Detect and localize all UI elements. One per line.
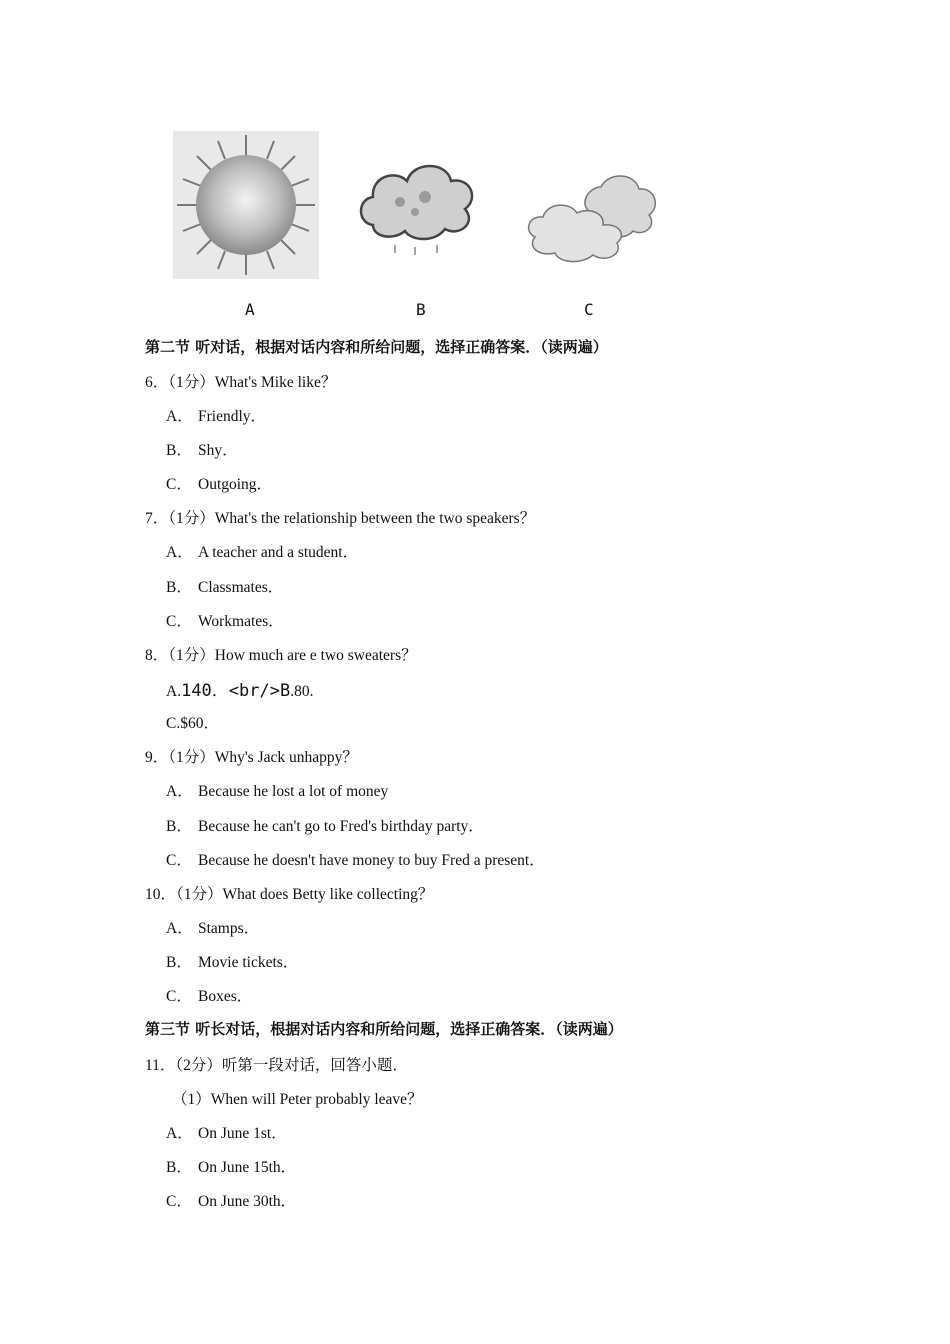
sun-icon	[173, 131, 319, 279]
option-text: On June 30th．	[198, 1193, 297, 1210]
question-11-option-a[interactable]	[166, 1121, 287, 1143]
option-letter: A．	[166, 408, 193, 425]
section-2-heading: 第二节 听对话，根据对话内容和所给问题，选择正确答案．（读两遍）	[145, 338, 608, 356]
cloudy-icon	[523, 167, 663, 277]
question-11-sub-1: （1）When will Peter probably leave？	[172, 1091, 423, 1108]
option-letter: A．	[166, 1125, 193, 1142]
figure-a-label: A	[245, 300, 255, 319]
question-6-stem: 6．（1分）What's Mike like？	[145, 374, 337, 391]
question-8-stem: 8．（1分）How much are e two sweaters？	[145, 647, 417, 664]
option-letter: C．	[166, 476, 192, 493]
option-text: On June 15th．	[198, 1159, 297, 1176]
question-11-stem: 11．（2分）听第一段对话，回答小题．	[145, 1057, 408, 1074]
figure-a	[173, 131, 319, 279]
question-9-stem: 9．（1分）Why's Jack unhappy？	[145, 749, 358, 766]
figure-c-label: C	[584, 300, 594, 319]
question-10-stem: 10．（1分）What does Betty like collecting？	[145, 886, 434, 903]
section-3-heading: 第三节 听长对话，根据对话内容和所给问题，选择正确答案．（读两遍）	[145, 1020, 623, 1038]
option-letter: B．	[166, 1159, 192, 1176]
option-text: Movie tickets．	[198, 954, 299, 971]
option-text: Shy．	[198, 442, 238, 459]
question-11-option-b[interactable]	[166, 1155, 296, 1177]
option-letter: C．	[166, 1193, 192, 1210]
option-text: Friendly．	[198, 408, 267, 425]
question-10-option-c[interactable]	[166, 984, 252, 1006]
option-letter: C．	[166, 852, 192, 869]
option-text: Classmates．	[198, 579, 284, 596]
question-6-option-a[interactable]	[166, 404, 266, 426]
option-text: Outgoing．	[198, 476, 273, 493]
question-6-option-c[interactable]	[166, 472, 272, 494]
option-mono-text: 140．<br/>B	[181, 681, 291, 701]
option-letter: C．	[166, 613, 192, 630]
option-letter: A．	[166, 920, 193, 937]
question-7-option-b[interactable]	[166, 575, 283, 597]
question-10-option-b[interactable]	[166, 950, 298, 972]
question-11-option-c[interactable]	[166, 1189, 296, 1211]
option-text: Because he can't go to Fred's birthday party．	[198, 818, 484, 835]
option-prefix: A.	[166, 683, 182, 700]
question-9-option-a[interactable]	[166, 779, 388, 801]
option-letter: B．	[166, 954, 192, 971]
question-6-option-b[interactable]	[166, 438, 238, 460]
option-text: On June 1st．	[198, 1125, 287, 1142]
option-letter: A．	[166, 783, 193, 800]
option-text: Because he lost a lot of money	[198, 783, 389, 800]
option-letter: A．	[166, 544, 193, 561]
question-8-option-c[interactable]: C.$60．	[166, 715, 219, 732]
option-text: Boxes．	[198, 988, 253, 1005]
figure-c	[523, 167, 663, 277]
question-8-option-a-b[interactable]	[166, 676, 313, 701]
question-7-option-a[interactable]	[166, 540, 358, 562]
figure-b	[355, 147, 480, 262]
option-text: Workmates．	[198, 613, 284, 630]
option-text: Because he doesn't have money to buy Fred a present．	[198, 852, 545, 869]
option-letter: C．	[166, 988, 192, 1005]
rain-cloud-icon	[355, 147, 480, 262]
option-letter: B．	[166, 442, 192, 459]
weather-figures	[165, 125, 685, 325]
option-text: Stamps．	[198, 920, 260, 937]
option-text: A teacher and a student．	[198, 544, 359, 561]
question-10-option-a[interactable]	[166, 916, 259, 938]
question-7-option-c[interactable]	[166, 609, 284, 631]
option-letter: B．	[166, 818, 192, 835]
question-9-option-c[interactable]	[166, 848, 545, 870]
option-suffix: .80.	[290, 683, 314, 700]
figure-b-label: B	[416, 300, 426, 319]
question-9-option-b[interactable]	[166, 814, 484, 836]
option-letter: B．	[166, 579, 192, 596]
question-7-stem: 7．（1分）What's the relationship between the two speakers？	[145, 510, 536, 527]
